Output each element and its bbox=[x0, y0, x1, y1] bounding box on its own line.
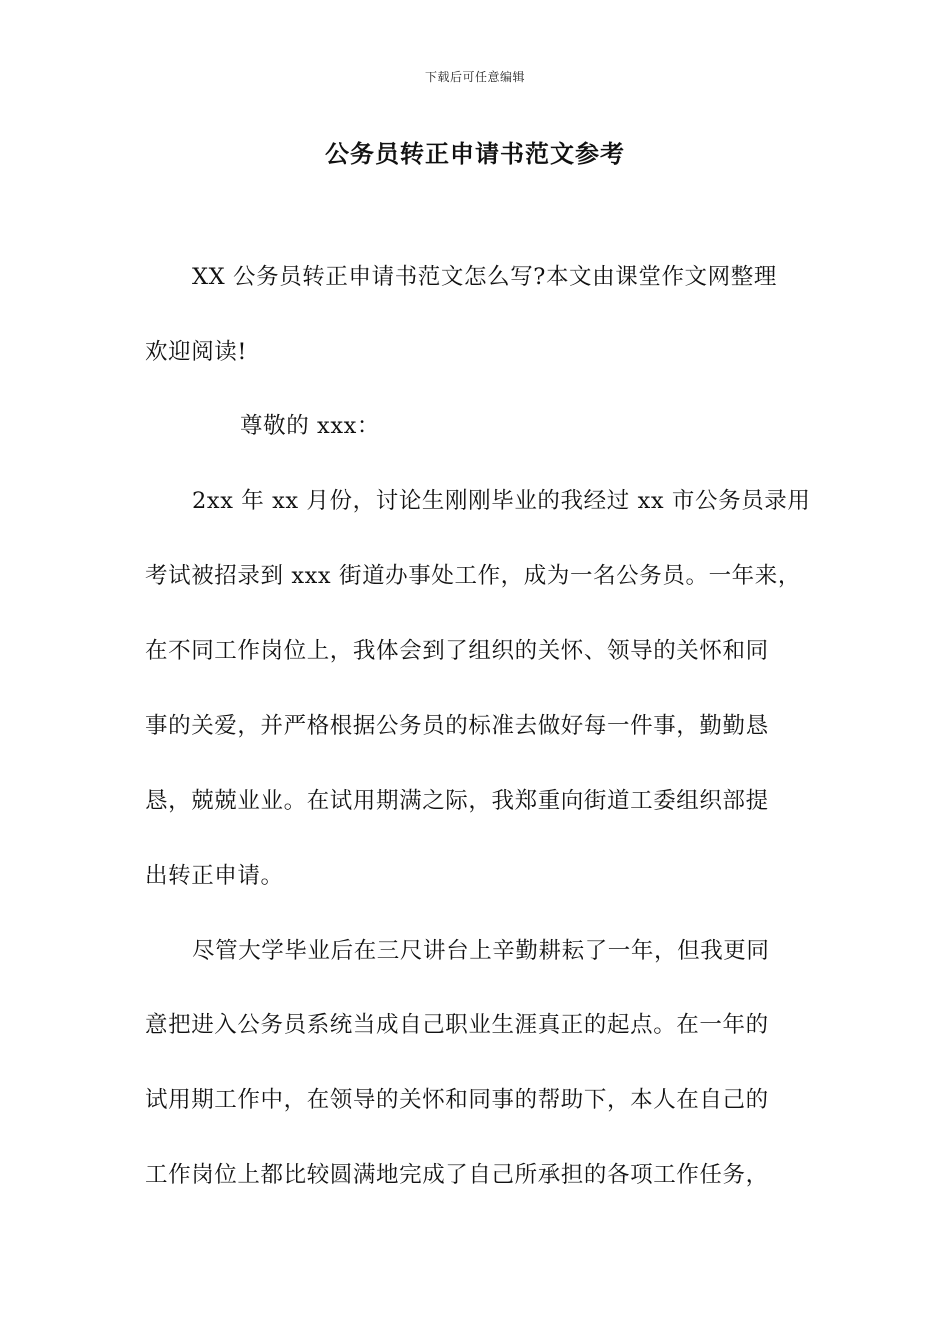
paragraph-line: 出转正申请。 bbox=[145, 863, 284, 889]
paragraph-line: 意把进入公务员系统当成自己职业生涯真正的起点。在一年的 bbox=[145, 1012, 769, 1038]
salutation: 尊敬的 xxx： bbox=[240, 413, 381, 439]
paragraph-line: 试用期工作中，在领导的关怀和同事的帮助下，本人在自己的 bbox=[145, 1087, 769, 1113]
paragraph-line: XX 公务员转正申请书范文怎么写?本文由课堂作文网整理 bbox=[192, 264, 777, 290]
header-note: 下载后可任意编辑 bbox=[424, 70, 525, 84]
paragraph-line: 在不同工作岗位上，我体会到了组织的关怀、领导的关怀和同 bbox=[145, 638, 769, 664]
paragraph-line: 工作岗位上都比较圆满地完成了自己所承担的各项工作任务， bbox=[145, 1162, 769, 1188]
paragraph-line: 尽管大学毕业后在三尺讲台上辛勤耕耘了一年，但我更同 bbox=[192, 938, 770, 964]
paragraph-line: 考试被招录到 xxx 街道办事处工作，成为一名公务员。一年来， bbox=[145, 563, 801, 589]
paragraph-line: 2xx 年 xx 月份，讨论生刚刚毕业的我经过 xx 市公务员录用 bbox=[192, 488, 811, 514]
paragraph-line: 事的关爱，并严格根据公务员的标准去做好每一件事，勤勤恳 bbox=[145, 713, 769, 739]
document-title: 公务员转正申请书范文参考 bbox=[325, 140, 625, 168]
paragraph-line: 欢迎阅读! bbox=[145, 339, 248, 365]
paragraph-line: 恳，兢兢业业。在试用期满之际，我郑重向街道工委组织部提 bbox=[145, 788, 769, 814]
